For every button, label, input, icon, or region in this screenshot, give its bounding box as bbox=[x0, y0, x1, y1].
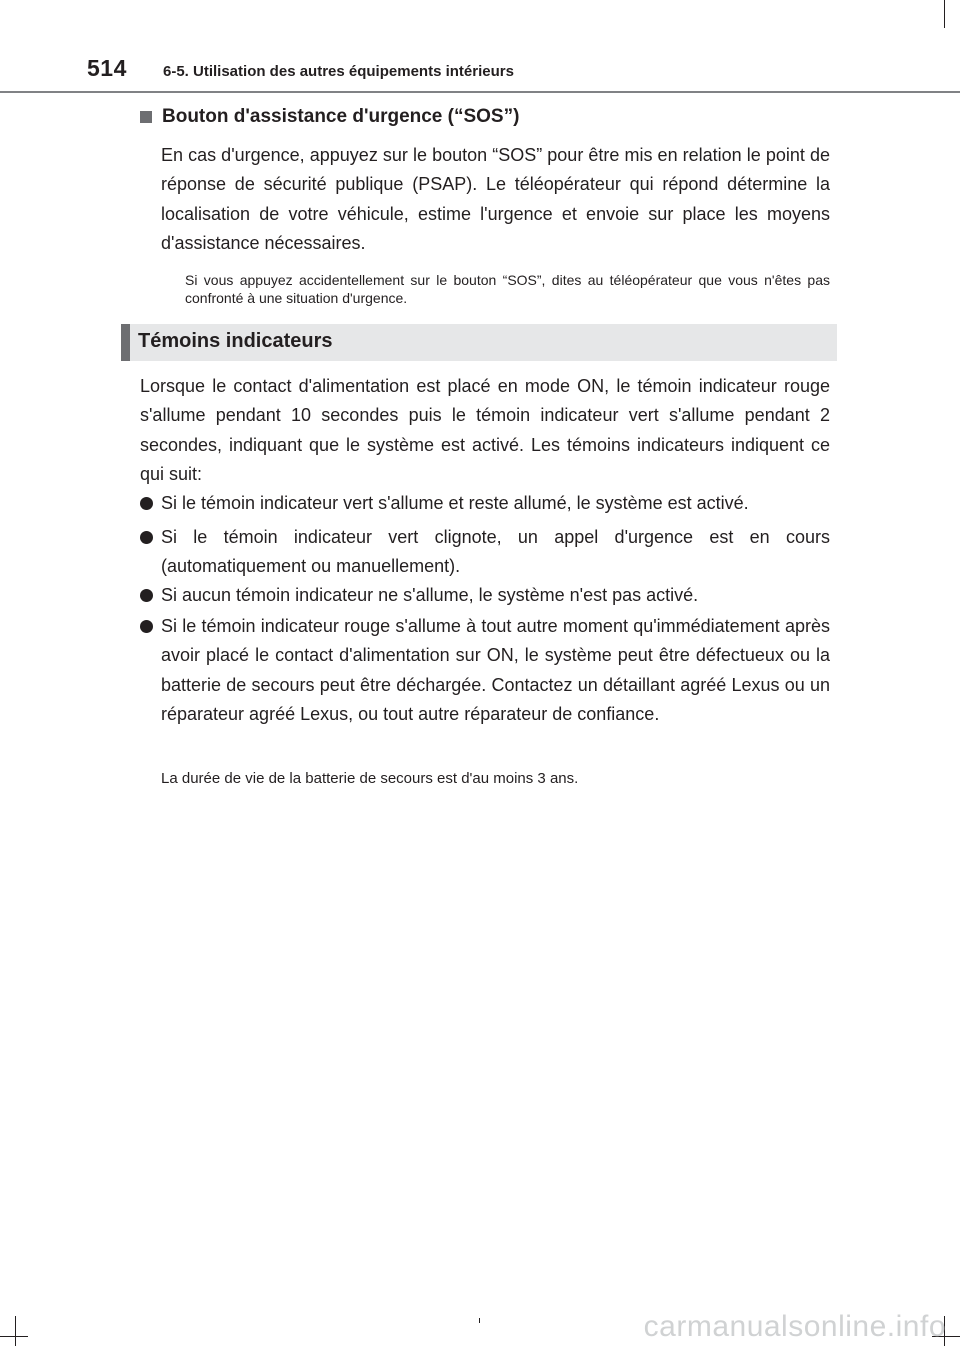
sos-note: Si vous appuyez accidentellement sur le bouton “SOS”, dites au téléopérateur que vous n'êtes pas confronté à une situation d'urgence. bbox=[185, 272, 830, 306]
bullet-dot-icon bbox=[140, 620, 153, 633]
crop-mark bbox=[0, 1336, 28, 1337]
list-item-text: Si le témoin indicateur rouge s'allume à tout autre moment qu'immédiatement après avoir placé le contact d'alimentation sur ON, le système peut être défectueux ou la batterie de secours peut être déchargée. Contactez un détaillant agréé Lexus ou un réparateur agréé Lexus, ou tout autre réparateur de confiance. bbox=[161, 616, 830, 724]
battery-note: La durée de vie de la batterie de secours est d'au moins 3 ans. bbox=[161, 770, 579, 787]
sos-paragraph: En cas d'urgence, appuyez sur le bouton “SOS” pour être mis en relation le point de réponse de sécurité publique (PSAP). Le téléopérateur qui répond détermine la localisation de votre véhicule, estime l'urgence et envoie sur place les moyens d'assistance nécessaires. bbox=[161, 145, 830, 253]
sos-heading bbox=[140, 106, 519, 128]
list-item-text: Si aucun témoin indicateur ne s'allume, le système n'est pas activé. bbox=[161, 585, 699, 605]
bullet-dot-icon bbox=[140, 589, 153, 602]
page-number: 514 bbox=[87, 55, 127, 81]
square-bullet-icon bbox=[140, 111, 152, 123]
list-item bbox=[140, 581, 830, 610]
watermark: carmanualsonline.info bbox=[643, 1310, 946, 1343]
list-item-text: Si le témoin indicateur vert clignote, un appel d'urgence est en cours (automatiquement ou manuellement). bbox=[161, 527, 830, 577]
page-header bbox=[0, 0, 960, 96]
section-accent bbox=[121, 324, 130, 361]
list-item bbox=[140, 489, 830, 518]
bullet-dot-icon bbox=[140, 531, 153, 544]
list-item bbox=[140, 523, 830, 582]
sos-heading-text: Bouton d'assistance d'urgence (“SOS”) bbox=[162, 106, 520, 127]
indicators-heading: Témoins indicateurs bbox=[138, 330, 333, 352]
bullet-dot-icon bbox=[140, 497, 153, 510]
indicators-section-bar bbox=[121, 324, 837, 361]
crop-mark bbox=[479, 1318, 480, 1323]
header-rule bbox=[0, 91, 960, 93]
list-item-text: Si le témoin indicateur vert s'allume et reste allumé, le système est activé. bbox=[161, 493, 749, 513]
indicators-intro: Lorsque le contact d'alimentation est placé en mode ON, le témoin indicateur rouge s'allume pendant 10 secondes puis le témoin indicateur vert s'allume pendant 2 secondes, indiquant que le système est activé. Les témoins indicateurs indiquent ce qui suit: bbox=[140, 376, 830, 484]
crop-mark bbox=[15, 1316, 16, 1346]
list-item bbox=[140, 612, 830, 729]
section-title: 6-5. Utilisation des autres équipements intérieurs bbox=[163, 63, 514, 80]
crop-mark bbox=[944, 0, 945, 28]
